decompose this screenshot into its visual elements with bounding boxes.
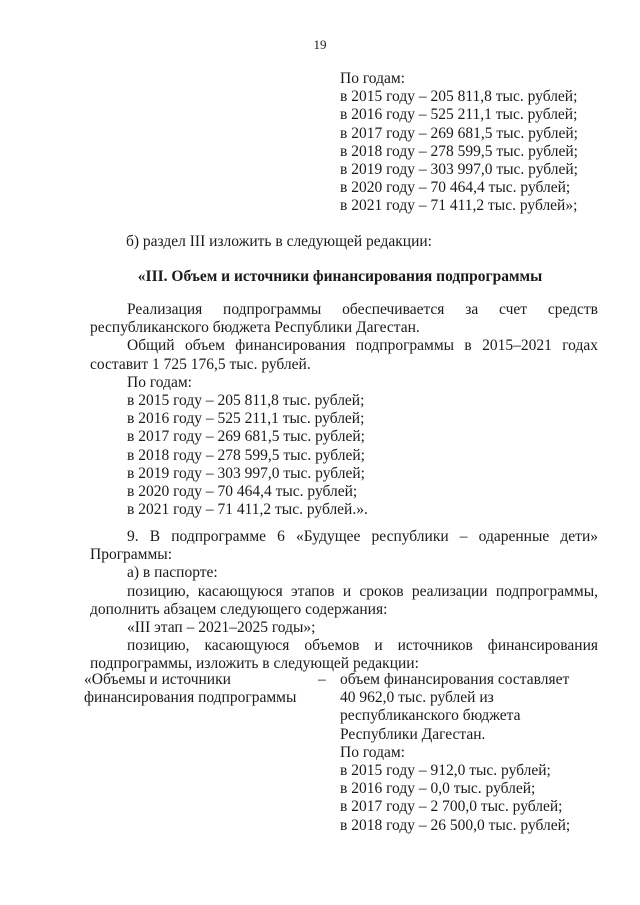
year-line-2018: в 2018 году – 278 599,5 тыс. рублей;: [340, 142, 578, 160]
right-line-8: в 2017 году – 2 700,0 тыс. рублей;: [340, 798, 563, 816]
right-line-3: республиканского бюджета: [340, 707, 521, 725]
year-line-2016: в 2016 году – 525 211,1 тыс. рублей;: [340, 106, 578, 124]
left-line-2: финансирования подпрограммы: [84, 689, 297, 707]
paragraph-1-line-1: Реализация подпрограммы обеспечивается за счет средств: [127, 301, 598, 318]
year-line-2019: в 2019 году – 303 997,0 тыс. рублей;: [340, 161, 578, 179]
year-line-2020: в 2020 году – 70 464,4 тыс. рублей;: [127, 483, 358, 501]
section-body: [90, 301, 598, 519]
right-line-5: По годам:: [340, 743, 405, 761]
year-line-2015: в 2015 году – 205 811,8 тыс. рублей;: [127, 392, 365, 410]
subitem-b: б) раздел III изложить в следующей редакции:: [126, 233, 432, 250]
right-line-4: Республики Дагестан.: [340, 725, 486, 743]
item-9-line-1: 9. В подпрограмме 6 «Будущее республики – одаренные дети»: [127, 528, 598, 545]
item-9-line-3: а) в паспорте:: [127, 564, 218, 582]
item-9-line-6: «III этап – 2021–2025 годы»;: [127, 619, 316, 637]
year-line-2019: в 2019 году – 303 997,0 тыс. рублей;: [127, 464, 365, 482]
paragraph-2-line-2: составит 1 725 176,5 тыс. рублей.: [90, 355, 311, 373]
year-line-2018: в 2018 году – 278 599,5 тыс. рублей;: [127, 446, 365, 464]
right-line-2: 40 962,0 тыс. рублей из: [340, 689, 494, 707]
passport-table-left-column: [84, 671, 314, 707]
item-9: [90, 528, 598, 674]
by-years-label: По годам:: [340, 70, 405, 87]
by-years-label: По годам:: [127, 373, 192, 391]
left-line-1: «Объемы и источники: [84, 671, 231, 688]
page-number: 19: [313, 37, 327, 52]
item-9-line-5: дополнить абзацем следующего содержания:: [90, 600, 388, 618]
passport-table-right-column: [340, 671, 604, 835]
right-line-1: объем финансирования составляет: [340, 671, 570, 688]
right-line-6: в 2015 году – 912,0 тыс. рублей;: [340, 762, 551, 780]
right-line-7: в 2016 году – 0,0 тыс. рублей;: [340, 780, 536, 798]
year-line-2017: в 2017 году – 269 681,5 тыс. рублей;: [340, 124, 578, 142]
year-line-2021: в 2021 году – 71 411,2 тыс. рублей»;: [340, 197, 578, 215]
year-line-2015: в 2015 году – 205 811,8 тыс. рублей;: [340, 88, 578, 106]
item-9-line-8: подпрограммы, изложить в следующей редакции:: [90, 655, 419, 673]
section-heading: «III. Объем и источники финансирования подпрограммы: [137, 268, 543, 285]
year-line-2021: в 2021 году – 71 411,2 тыс. рублей.».: [127, 501, 368, 519]
right-line-9: в 2018 году – 26 500,0 тыс. рублей;: [340, 816, 571, 834]
paragraph-1-line-2: республиканского бюджета Республики Дагестан.: [90, 319, 420, 337]
year-line-2020: в 2020 году – 70 464,4 тыс. рублей;: [340, 179, 571, 197]
item-9-line-4: позицию, касающуюся этапов и сроков реализации подпрограммы,: [127, 582, 598, 600]
year-line-2017: в 2017 году – 269 681,5 тыс. рублей;: [127, 428, 365, 446]
paragraph-2-line-1: Общий объем финансирования подпрограммы в 2015–2021 годах: [127, 337, 598, 355]
funding-by-years-block: [340, 70, 620, 216]
item-9-line-2: Программы:: [90, 546, 173, 564]
column-dash: –: [318, 671, 326, 688]
year-line-2016: в 2016 году – 525 211,1 тыс. рублей;: [127, 410, 365, 428]
item-9-line-7: позицию, касающуюся объемов и источников финансирования: [127, 637, 598, 655]
